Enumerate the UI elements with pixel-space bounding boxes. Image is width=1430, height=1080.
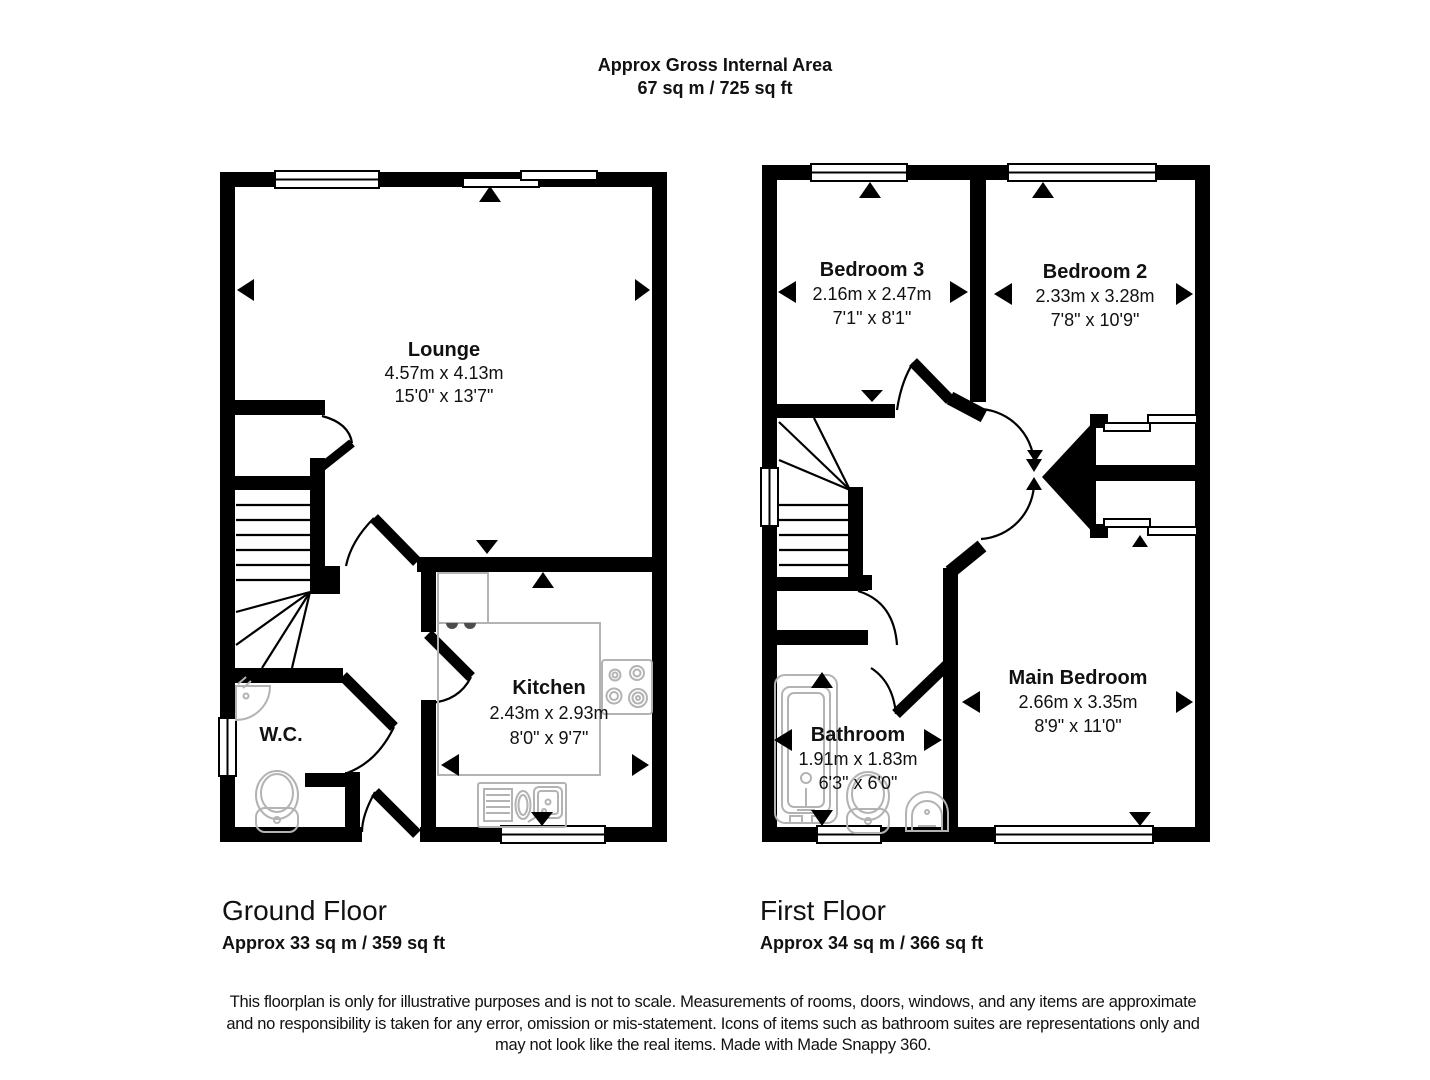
knob-icon [446,623,458,629]
chimney-wedge [1042,419,1096,536]
kitchen-door [428,634,471,703]
room-dim-bedroom2-imperial: 7'8" x 10'9" [1050,310,1140,330]
wardrobe-sliding-doors-top [1104,415,1197,431]
window-mainbedroom-bottom [995,826,1153,843]
room-dim-main-bedroom-metric: 2.66m x 3.35m [1018,692,1138,712]
knob-icon [464,623,476,629]
room-label-bedroom2: Bedroom 2 [1042,261,1148,283]
arrow-up-icon [479,186,501,202]
room-dim-kitchen-imperial: 8'0" x 9'7" [509,728,589,748]
wc-door [343,676,394,773]
room-dim-lounge-metric: 4.57m x 4.13m [384,363,504,383]
ground-floor-plan [219,171,667,843]
disclaimer [226,993,1199,1054]
window-wc-left [219,718,236,776]
main-bedroom-door [981,477,1042,539]
ground-floor-area: Approx 33 sq m / 359 sq ft [222,933,446,953]
arrow-right-icon [950,281,968,303]
header [598,55,833,98]
bathroom-door [871,665,947,714]
first-floor-area: Approx 34 sq m / 366 sq ft [760,933,984,953]
page-title: Approx Gross Internal Area [597,55,833,75]
room-label-bathroom: Bathroom [810,724,906,746]
arrow-up-icon [859,182,881,198]
arrow-right-icon [924,729,942,751]
lounge-door [346,518,417,566]
ground-floor-caption: Ground Floor [222,895,387,926]
room-label-kitchen: Kitchen [512,677,586,699]
room-dim-kitchen-metric: 2.43m x 2.93m [489,703,609,723]
arrow-left-icon [441,754,459,776]
wardrobe-sliding-doors-bottom [1104,519,1197,535]
floor-captions [222,895,983,953]
kitchen-sink-icon [478,783,566,827]
room-dim-lounge-imperial: 15'0" x 13'7" [394,386,494,406]
room-dim-main-bedroom-imperial: 8'9" x 11'0" [1034,716,1122,736]
disclaimer-line-3: may not look like the real items. Made with Made Snappy 360. [495,1036,931,1054]
arrow-up-icon [532,572,554,588]
room-label-wc: W.C. [259,724,303,746]
arrow-left-icon [994,283,1012,305]
window-bedroom3-top [811,164,907,181]
hob-icon [602,660,652,714]
window-kitchen-bottom [501,826,605,843]
bedroom3-door [897,362,950,410]
front-door [362,792,417,834]
cupboard-door [318,416,352,470]
arrow-down-icon [1129,812,1151,826]
room-label-bedroom3: Bedroom 3 [819,259,925,281]
arrow-left-icon [778,281,796,303]
room-dim-bedroom2-metric: 2.33m x 3.28m [1035,286,1155,306]
arrow-right-icon [632,754,649,776]
pedestal-sink-icon [906,792,948,831]
first-floor-plan [761,164,1210,843]
room-label-lounge: Lounge [407,339,481,361]
disclaimer-line-2: and no responsibility is taken for any error, omission or mis-statement. Icons of items such as bathroom suites are representations only and [226,1015,1200,1033]
arrow-right-icon [1176,691,1193,713]
first-floor-caption: First Floor [760,895,886,926]
room-dim-bathroom-metric: 1.91m x 1.83m [798,749,918,769]
window-bedroom2-top [1008,164,1156,181]
window-lounge-top [275,171,379,188]
room-dim-bedroom3-imperial: 7'1" x 8'1" [832,308,912,328]
wc-toilet-icon [256,771,298,832]
arrow-up-icon [1132,535,1148,547]
total-area-label: 67 sq m / 725 sq ft [637,78,793,98]
arrow-down-icon [476,540,498,554]
arrow-up-icon [1032,182,1054,198]
arrow-down-icon [861,390,883,402]
room-dim-bedroom3-metric: 2.16m x 2.47m [812,284,932,304]
stairs-ground [236,505,310,668]
arrow-right-icon [635,279,650,301]
room-dim-bathroom-imperial: 6'3" x 6'0" [818,773,898,793]
room-label-main-bedroom: Main Bedroom [1008,667,1148,689]
window-stairs-left [761,468,778,526]
bedroom2-door [981,409,1042,472]
arrow-left-icon [237,279,254,301]
wc-basin-icon [236,677,270,720]
disclaimer-line-1: This floorplan is only for illustrative purposes and is not to scale. Measurements of rooms, doors, windows, and any items are approximate [229,993,1197,1011]
arrow-right-icon [1176,283,1193,305]
arrow-left-icon [962,691,980,713]
stairs-first [779,418,850,565]
